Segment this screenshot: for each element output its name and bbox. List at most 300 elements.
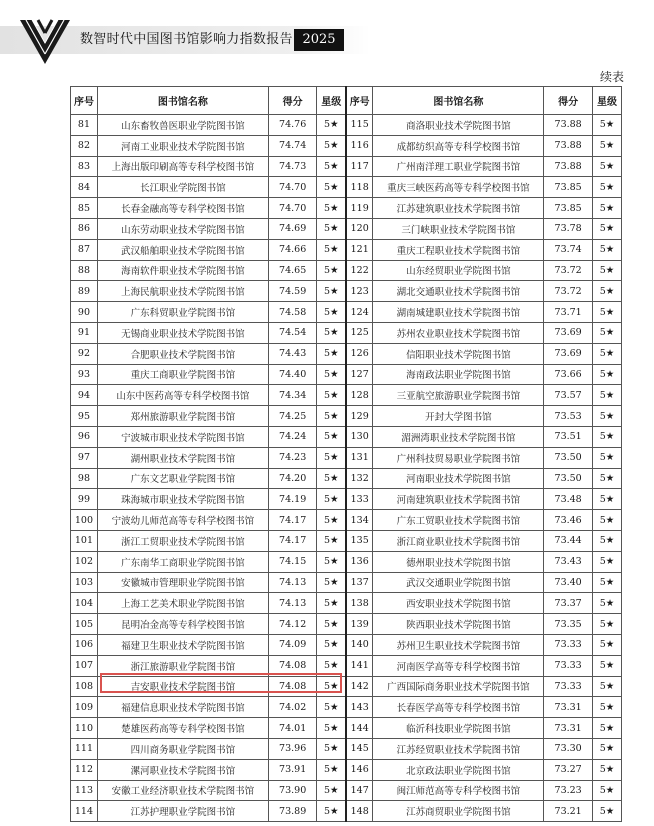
score-cell: 74.76 — [268, 115, 317, 136]
score-cell: 74.59 — [268, 281, 317, 302]
rank-cell: 123 — [346, 281, 373, 302]
star-rating-cell: 5★ — [317, 177, 346, 198]
rank-cell: 121 — [346, 239, 373, 260]
rank-cell: 101 — [71, 530, 98, 551]
rank-cell: 103 — [71, 572, 98, 593]
col-header-rank: 序号 — [71, 87, 98, 115]
score-cell: 73.69 — [544, 343, 593, 364]
score-cell: 73.30 — [544, 738, 593, 759]
star-rating-cell: 5★ — [317, 281, 346, 302]
star-rating-cell: 5★ — [317, 426, 346, 447]
library-name-cell: 山东畜牧兽医职业学院图书馆 — [97, 115, 268, 136]
rank-cell: 116 — [346, 135, 373, 156]
library-name-cell: 湖北交通职业技术学院图书馆 — [373, 281, 544, 302]
score-cell: 73.72 — [544, 281, 593, 302]
table-row — [71, 156, 622, 177]
rank-cell: 95 — [71, 406, 98, 427]
library-name-cell: 浙江工贸职业技术学院图书馆 — [97, 530, 268, 551]
rank-cell: 98 — [71, 468, 98, 489]
col-header-rank: 序号 — [346, 87, 373, 115]
table-row — [71, 322, 622, 343]
score-cell: 73.50 — [544, 447, 593, 468]
library-name-cell: 广州科技贸易职业学院图书馆 — [373, 447, 544, 468]
score-cell: 74.58 — [268, 302, 317, 323]
rank-cell: 86 — [71, 218, 98, 239]
rank-cell: 137 — [346, 572, 373, 593]
table-row — [71, 697, 622, 718]
score-cell: 73.21 — [544, 801, 593, 822]
table-row — [71, 198, 622, 219]
score-cell: 73.88 — [544, 115, 593, 136]
score-cell: 73.74 — [544, 239, 593, 260]
rank-cell: 125 — [346, 322, 373, 343]
table-row — [71, 614, 622, 635]
library-name-cell: 武汉船舶职业技术学院图书馆 — [97, 239, 268, 260]
table-row — [71, 260, 622, 281]
library-name-cell: 广东工贸职业技术学院图书馆 — [373, 510, 544, 531]
rank-cell: 144 — [346, 718, 373, 739]
table-row — [71, 406, 622, 427]
library-name-cell: 浙江旅游职业学院图书馆 — [97, 655, 268, 676]
library-name-cell: 珠海城市职业技术学院图书馆 — [97, 489, 268, 510]
library-name-cell: 长江职业学院图书馆 — [97, 177, 268, 198]
rank-cell: 104 — [71, 593, 98, 614]
star-rating-cell: 5★ — [317, 447, 346, 468]
table-row — [71, 343, 622, 364]
table-row — [71, 447, 622, 468]
library-name-cell: 山东经贸职业学院图书馆 — [373, 260, 544, 281]
library-name-cell: 西安职业技术学院图书馆 — [373, 593, 544, 614]
rank-cell: 107 — [71, 655, 98, 676]
library-name-cell: 湖南城建职业技术学院图书馆 — [373, 302, 544, 323]
score-cell: 74.70 — [268, 177, 317, 198]
star-rating-cell: 5★ — [317, 406, 346, 427]
star-rating-cell: 5★ — [317, 322, 346, 343]
library-name-cell: 德州职业技术学院图书馆 — [373, 551, 544, 572]
score-cell: 73.40 — [544, 572, 593, 593]
star-rating-cell: 5★ — [317, 655, 346, 676]
score-cell: 74.17 — [268, 510, 317, 531]
score-cell: 74.08 — [268, 676, 317, 697]
library-name-cell: 山东劳动职业技术学院图书馆 — [97, 218, 268, 239]
continued-label: 续表 — [600, 70, 625, 84]
table-row — [71, 510, 622, 531]
table-row — [71, 593, 622, 614]
star-rating-cell: 5★ — [592, 177, 621, 198]
rank-cell: 138 — [346, 593, 373, 614]
rank-cell: 145 — [346, 738, 373, 759]
rank-cell: 109 — [71, 697, 98, 718]
star-rating-cell: 5★ — [592, 718, 621, 739]
col-header-star: 星级 — [317, 87, 346, 115]
table-row — [71, 759, 622, 780]
rank-cell: 126 — [346, 343, 373, 364]
rank-cell: 128 — [346, 385, 373, 406]
library-name-cell: 昆明冶金高等专科学校图书馆 — [97, 614, 268, 635]
library-ranking-table — [70, 86, 622, 822]
library-name-cell: 上海民航职业技术学院图书馆 — [97, 281, 268, 302]
rank-cell: 88 — [71, 260, 98, 281]
rank-cell: 139 — [346, 614, 373, 635]
highlight-box — [100, 673, 342, 693]
rank-cell: 146 — [346, 759, 373, 780]
score-cell: 73.46 — [544, 510, 593, 531]
score-cell: 74.70 — [268, 198, 317, 219]
star-rating-cell: 5★ — [592, 551, 621, 572]
score-cell: 74.54 — [268, 322, 317, 343]
table-row — [71, 801, 622, 822]
score-cell: 73.31 — [544, 697, 593, 718]
library-name-cell: 河南工业职业技术学院图书馆 — [97, 135, 268, 156]
rank-cell: 94 — [71, 385, 98, 406]
table-row — [71, 426, 622, 447]
score-cell: 74.23 — [268, 447, 317, 468]
rank-cell: 97 — [71, 447, 98, 468]
star-rating-cell: 5★ — [592, 302, 621, 323]
score-cell: 73.85 — [544, 198, 593, 219]
star-rating-cell: 5★ — [317, 239, 346, 260]
library-name-cell: 吉安职业技术学院图书馆 — [97, 676, 268, 697]
rank-cell: 87 — [71, 239, 98, 260]
rank-cell: 93 — [71, 364, 98, 385]
score-cell: 74.40 — [268, 364, 317, 385]
score-cell: 73.23 — [544, 780, 593, 801]
rank-cell: 133 — [346, 489, 373, 510]
rank-cell: 92 — [71, 343, 98, 364]
library-name-cell: 河南职业技术学院图书馆 — [373, 468, 544, 489]
library-name-cell: 无锡商业职业技术学院图书馆 — [97, 322, 268, 343]
score-cell: 73.33 — [544, 655, 593, 676]
score-cell: 73.48 — [544, 489, 593, 510]
score-cell: 73.96 — [268, 738, 317, 759]
library-name-cell: 山东中医药高等专科学校图书馆 — [97, 385, 268, 406]
library-name-cell: 闽江师范高等专科学校图书馆 — [373, 780, 544, 801]
table-row — [71, 302, 622, 323]
table-row — [71, 218, 622, 239]
star-rating-cell: 5★ — [592, 593, 621, 614]
score-cell: 74.13 — [268, 572, 317, 593]
rank-cell: 89 — [71, 281, 98, 302]
score-cell: 74.08 — [268, 655, 317, 676]
library-name-cell: 江苏商贸职业学院图书馆 — [373, 801, 544, 822]
book-logo-icon — [18, 16, 72, 66]
star-rating-cell: 5★ — [317, 385, 346, 406]
library-name-cell: 海南软件职业技术学院图书馆 — [97, 260, 268, 281]
library-name-cell: 福建卫生职业技术学院图书馆 — [97, 634, 268, 655]
star-rating-cell: 5★ — [317, 115, 346, 136]
star-rating-cell: 5★ — [317, 135, 346, 156]
rank-cell: 129 — [346, 406, 373, 427]
star-rating-cell: 5★ — [317, 468, 346, 489]
score-cell: 73.69 — [544, 322, 593, 343]
score-cell: 73.85 — [544, 177, 593, 198]
star-rating-cell: 5★ — [317, 614, 346, 635]
star-rating-cell: 5★ — [317, 634, 346, 655]
table-row — [71, 177, 622, 198]
star-rating-cell: 5★ — [317, 572, 346, 593]
score-cell: 73.57 — [544, 385, 593, 406]
star-rating-cell: 5★ — [317, 489, 346, 510]
rank-cell: 120 — [346, 218, 373, 239]
library-name-cell: 成都纺织高等专科学校图书馆 — [373, 135, 544, 156]
star-rating-cell: 5★ — [317, 343, 346, 364]
score-cell: 73.37 — [544, 593, 593, 614]
score-cell: 73.31 — [544, 718, 593, 739]
rank-cell: 148 — [346, 801, 373, 822]
star-rating-cell: 5★ — [317, 738, 346, 759]
rank-cell: 110 — [71, 718, 98, 739]
star-rating-cell: 5★ — [592, 489, 621, 510]
library-name-cell: 苏州卫生职业技术学院图书馆 — [373, 634, 544, 655]
score-cell: 74.69 — [268, 218, 317, 239]
star-rating-cell: 5★ — [592, 156, 621, 177]
rank-cell: 84 — [71, 177, 98, 198]
score-cell: 73.72 — [544, 260, 593, 281]
rank-cell: 113 — [71, 780, 98, 801]
ranking-table-wrapper — [70, 86, 622, 822]
score-cell: 74.15 — [268, 551, 317, 572]
library-name-cell: 长春金融高等专科学校图书馆 — [97, 198, 268, 219]
star-rating-cell: 5★ — [592, 614, 621, 635]
score-cell: 74.01 — [268, 718, 317, 739]
star-rating-cell: 5★ — [317, 510, 346, 531]
rank-cell: 134 — [346, 510, 373, 531]
rank-cell: 81 — [71, 115, 98, 136]
score-cell: 74.65 — [268, 260, 317, 281]
star-rating-cell: 5★ — [592, 385, 621, 406]
library-name-cell: 苏州农业职业技术学院图书馆 — [373, 322, 544, 343]
star-rating-cell: 5★ — [317, 302, 346, 323]
library-name-cell: 浙江商业职业技术学院图书馆 — [373, 530, 544, 551]
score-cell: 73.44 — [544, 530, 593, 551]
col-header-library-name: 图书馆名称 — [373, 87, 544, 115]
rank-cell: 112 — [71, 759, 98, 780]
report-year: 2025 — [294, 29, 344, 51]
library-name-cell: 楚雄医药高等专科学校图书馆 — [97, 718, 268, 739]
star-rating-cell: 5★ — [317, 551, 346, 572]
library-name-cell: 上海工艺美术职业学院图书馆 — [97, 593, 268, 614]
star-rating-cell: 5★ — [317, 156, 346, 177]
library-name-cell: 广州南洋理工职业学院图书馆 — [373, 156, 544, 177]
star-rating-cell: 5★ — [592, 239, 621, 260]
rank-cell: 99 — [71, 489, 98, 510]
library-name-cell: 重庆工商职业学院图书馆 — [97, 364, 268, 385]
rank-cell: 106 — [71, 634, 98, 655]
star-rating-cell: 5★ — [592, 343, 621, 364]
score-cell: 74.12 — [268, 614, 317, 635]
star-rating-cell: 5★ — [592, 530, 621, 551]
star-rating-cell: 5★ — [592, 135, 621, 156]
score-cell: 74.09 — [268, 634, 317, 655]
library-name-cell: 重庆三峡医药高等专科学校图书馆 — [373, 177, 544, 198]
star-rating-cell: 5★ — [317, 759, 346, 780]
score-cell: 73.78 — [544, 218, 593, 239]
library-name-cell: 海南政法职业学院图书馆 — [373, 364, 544, 385]
star-rating-cell: 5★ — [317, 697, 346, 718]
score-cell: 73.51 — [544, 426, 593, 447]
star-rating-cell: 5★ — [592, 634, 621, 655]
score-cell: 74.17 — [268, 530, 317, 551]
rank-cell: 141 — [346, 655, 373, 676]
library-name-cell: 三门峡职业技术学院图书馆 — [373, 218, 544, 239]
star-rating-cell: 5★ — [592, 780, 621, 801]
score-cell: 74.34 — [268, 385, 317, 406]
star-rating-cell: 5★ — [317, 530, 346, 551]
library-name-cell: 四川商务职业学院图书馆 — [97, 738, 268, 759]
table-row — [71, 780, 622, 801]
table-row — [71, 738, 622, 759]
star-rating-cell: 5★ — [592, 468, 621, 489]
star-rating-cell: 5★ — [317, 364, 346, 385]
star-rating-cell: 5★ — [592, 697, 621, 718]
rank-cell: 102 — [71, 551, 98, 572]
library-name-cell: 河南医学高等专科学校图书馆 — [373, 655, 544, 676]
rank-cell: 105 — [71, 614, 98, 635]
star-rating-cell: 5★ — [592, 364, 621, 385]
star-rating-cell: 5★ — [592, 738, 621, 759]
star-rating-cell: 5★ — [317, 218, 346, 239]
rank-cell: 127 — [346, 364, 373, 385]
rank-cell: 100 — [71, 510, 98, 531]
library-name-cell: 开封大学图书馆 — [373, 406, 544, 427]
star-rating-cell: 5★ — [317, 676, 346, 697]
star-rating-cell: 5★ — [592, 510, 621, 531]
star-rating-cell: 5★ — [317, 260, 346, 281]
star-rating-cell: 5★ — [592, 198, 621, 219]
col-header-score: 得分 — [544, 87, 593, 115]
library-name-cell: 北京政法职业学院图书馆 — [373, 759, 544, 780]
library-name-cell: 信阳职业技术学院图书馆 — [373, 343, 544, 364]
rank-cell: 122 — [346, 260, 373, 281]
score-cell: 73.71 — [544, 302, 593, 323]
score-cell: 73.90 — [268, 780, 317, 801]
star-rating-cell: 5★ — [592, 572, 621, 593]
score-cell: 73.43 — [544, 551, 593, 572]
rank-cell: 83 — [71, 156, 98, 177]
score-cell: 74.25 — [268, 406, 317, 427]
star-rating-cell: 5★ — [592, 281, 621, 302]
table-row — [71, 530, 622, 551]
star-rating-cell: 5★ — [592, 322, 621, 343]
star-rating-cell: 5★ — [592, 655, 621, 676]
rank-cell: 147 — [346, 780, 373, 801]
library-name-cell: 广东南华工商职业学院图书馆 — [97, 551, 268, 572]
library-name-cell: 湄洲湾职业技术学院图书馆 — [373, 426, 544, 447]
rank-cell: 132 — [346, 468, 373, 489]
star-rating-cell: 5★ — [592, 260, 621, 281]
library-name-cell: 郑州旅游职业学院图书馆 — [97, 406, 268, 427]
score-cell: 73.66 — [544, 364, 593, 385]
library-name-cell: 河南建筑职业技术学院图书馆 — [373, 489, 544, 510]
star-rating-cell: 5★ — [592, 218, 621, 239]
page-header — [0, 0, 654, 64]
table-row — [71, 634, 622, 655]
star-rating-cell: 5★ — [592, 801, 621, 822]
rank-cell: 118 — [346, 177, 373, 198]
library-name-cell: 重庆工程职业技术学院图书馆 — [373, 239, 544, 260]
score-cell: 73.91 — [268, 759, 317, 780]
rank-cell: 90 — [71, 302, 98, 323]
col-header-library-name: 图书馆名称 — [97, 87, 268, 115]
star-rating-cell: 5★ — [317, 593, 346, 614]
score-cell: 74.19 — [268, 489, 317, 510]
col-header-star: 星级 — [592, 87, 621, 115]
library-name-cell: 宁波幼儿师范高等专科学校图书馆 — [97, 510, 268, 531]
score-cell: 73.33 — [544, 634, 593, 655]
rank-cell: 85 — [71, 198, 98, 219]
score-cell: 73.88 — [544, 156, 593, 177]
rank-cell: 131 — [346, 447, 373, 468]
star-rating-cell: 5★ — [317, 198, 346, 219]
score-cell: 74.24 — [268, 426, 317, 447]
score-cell: 74.20 — [268, 468, 317, 489]
rank-cell: 82 — [71, 135, 98, 156]
score-cell: 73.50 — [544, 468, 593, 489]
table-row — [71, 385, 622, 406]
table-row — [71, 115, 622, 136]
star-rating-cell: 5★ — [317, 718, 346, 739]
library-name-cell: 广西国际商务职业技术学院图书馆 — [373, 676, 544, 697]
rank-cell: 130 — [346, 426, 373, 447]
rank-cell: 96 — [71, 426, 98, 447]
star-rating-cell: 5★ — [592, 447, 621, 468]
library-name-cell: 广东文艺职业学院图书馆 — [97, 468, 268, 489]
table-row — [71, 468, 622, 489]
star-rating-cell: 5★ — [592, 406, 621, 427]
rank-cell: 135 — [346, 530, 373, 551]
library-name-cell: 武汉交通职业学院图书馆 — [373, 572, 544, 593]
score-cell: 73.53 — [544, 406, 593, 427]
star-rating-cell: 5★ — [317, 780, 346, 801]
library-name-cell: 广东科贸职业学院图书馆 — [97, 302, 268, 323]
rank-cell: 114 — [71, 801, 98, 822]
score-cell: 73.27 — [544, 759, 593, 780]
score-cell: 73.33 — [544, 676, 593, 697]
rank-cell: 140 — [346, 634, 373, 655]
rank-cell: 108 — [71, 676, 98, 697]
library-name-cell: 陕西职业技术学院图书馆 — [373, 614, 544, 635]
table-row — [71, 135, 622, 156]
star-rating-cell: 5★ — [317, 801, 346, 822]
rank-cell: 111 — [71, 738, 98, 759]
library-name-cell: 宁波城市职业技术学院图书馆 — [97, 426, 268, 447]
library-name-cell: 漯河职业技术学院图书馆 — [97, 759, 268, 780]
rank-cell: 124 — [346, 302, 373, 323]
library-name-cell: 临沂科技职业学院图书馆 — [373, 718, 544, 739]
score-cell: 74.74 — [268, 135, 317, 156]
library-name-cell: 湖州职业技术学院图书馆 — [97, 447, 268, 468]
rank-cell: 119 — [346, 198, 373, 219]
score-cell: 73.89 — [268, 801, 317, 822]
rank-cell: 117 — [346, 156, 373, 177]
star-rating-cell: 5★ — [592, 676, 621, 697]
library-name-cell: 三亚航空旅游职业学院图书馆 — [373, 385, 544, 406]
library-name-cell: 上海出版印刷高等专科学校图书馆 — [97, 156, 268, 177]
col-header-score: 得分 — [268, 87, 317, 115]
table-row — [71, 239, 622, 260]
table-row — [71, 718, 622, 739]
library-name-cell: 合肥职业技术学院图书馆 — [97, 343, 268, 364]
library-name-cell: 江苏经贸职业技术学院图书馆 — [373, 738, 544, 759]
library-name-cell: 安徽城市管理职业学院图书馆 — [97, 572, 268, 593]
library-name-cell: 商洛职业技术学院图书馆 — [373, 115, 544, 136]
rank-cell: 115 — [346, 115, 373, 136]
score-cell: 73.35 — [544, 614, 593, 635]
table-row — [71, 489, 622, 510]
star-rating-cell: 5★ — [592, 115, 621, 136]
library-name-cell: 江苏建筑职业技术学院图书馆 — [373, 198, 544, 219]
table-body — [71, 115, 622, 822]
